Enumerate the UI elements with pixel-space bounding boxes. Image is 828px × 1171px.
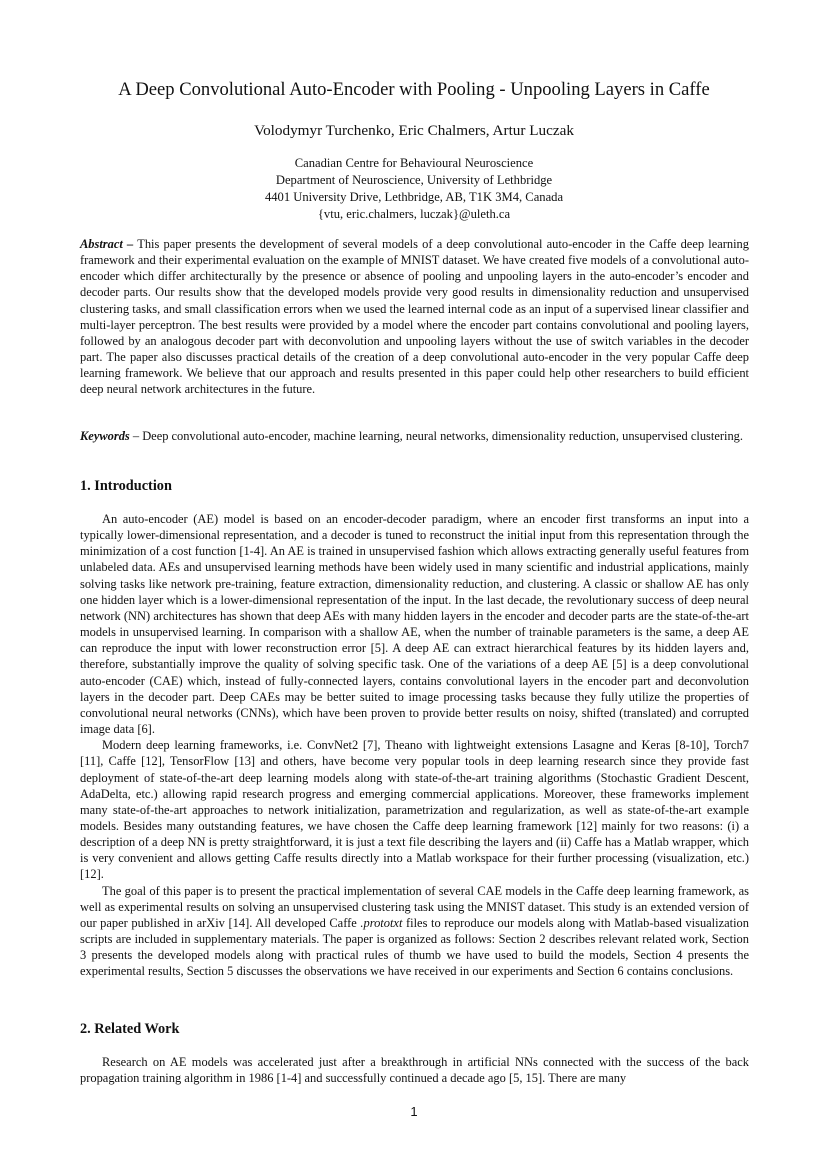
abstract-label: Abstract – (80, 237, 134, 251)
related-work-body (80, 1054, 749, 1086)
paragraph-text: The goal of this paper is to present the practical implementation of several CAE models in the Caffe deep learning framework, as well as experimental results on solving an unsupervised clustering task using the MNIST dataset. This study is an extended version of our paper published in arXiv [14]. All developed Caffe (80, 883, 749, 930)
paragraph: Research on AE models was accelerated just after a breakthrough in artificial NNs connected with the success of the back propagation training algorithm in 1986 [1-4] and successfully continued a decade ago [5, 15]. There are many (80, 1055, 749, 1086)
section-heading-introduction: 1. Introduction (80, 478, 172, 494)
author-emails: {vtu, eric.chalmers, luczak}@uleth.ca (317, 207, 511, 221)
abstract (80, 236, 749, 398)
affiliation-line: 4401 University Drive, Lethbridge, AB, T1K 3M4, Canada (264, 190, 564, 204)
keywords-label: Keywords (80, 429, 130, 443)
abstract-text: This paper presents the development of several models of a deep convolutional auto-encoder in the Caffe deep learning framework and their experimental evaluation on the example of MNIST dataset. We have created five models of a convolutional auto-encoder which differ architecturally by the presence or absence of pooling and unpooling layers in the auto-encoder’s encoder and decoder parts. Our results show that the developed models provide very good results in dimensionality reduction and unsupervised clustering tasks, and small classification errors when we used the learned internal code as an input of a supervised linear classifier and multi-layer perceptron. The best results were provided by a model where the encoder part contains convolutional and pooling layers, followed by an analogous decoder part with deconvolution and unpooling layers without the use of switch variables in the decoder part. The paper also discusses practical details of the creation of a deep convolutional auto-encoder in the very popular Caffe deep learning framework. We believe that our approach and results presented in this paper could help other researchers to build efficient deep neural network architectures in the future. (80, 237, 749, 397)
paragraph (80, 883, 749, 980)
paragraph-text: files to reproduce our models along with Matlab-based visualization scripts are included in supplementary materials. The paper is organized as follows: Section 2 describes relevant related work, Section 3 presents the developed models along with practical rules of thumb we have used to build the models, Section 4 presents the experimental results, Section 5 discusses the observations we have received in our experiments and Section 6 contains conclusions. (80, 915, 749, 979)
keywords-text: – Deep convolutional auto-encoder, machine learning, neural networks, dimensionality reduction, unsupervised clustering. (132, 429, 744, 443)
introduction-body (80, 511, 749, 980)
prototxt-term: .prototxt (360, 915, 403, 930)
affiliation-block (60, 155, 768, 223)
keywords (80, 428, 749, 444)
section-heading-related-work: 2. Related Work (80, 1021, 180, 1037)
affiliation-line: Canadian Centre for Behavioural Neuroscience (294, 156, 534, 170)
affiliation-line: Department of Neuroscience, University of Lethbridge (275, 173, 553, 187)
author-list: Volodymyr Turchenko, Eric Chalmers, Artur Luczak (254, 122, 574, 139)
page-number: 1 (410, 1104, 418, 1119)
paragraph: An auto-encoder (AE) model is based on an encoder-decoder paradigm, where an encoder first transforms an input into a typically lower-dimensional representation, and a decoder is tuned to reconstruct the initial input from this representation through the minimization of a cost function [1-4]. An AE is trained in unsupervised fashion which allows extracting generally useful features from unlabeled data. AEs and unsupervised learning methods have been widely used in many scientific and industrial applications, mainly solving tasks like network pre-training, feature extraction, dimensionality reduction, and clustering. A classic or shallow AE has only one hidden layer which is a lower-dimensional representation of the input. In the last decade, the revolutionary success of deep neural network (NN) architectures has shown that deep AEs with many hidden layers in the encoder and decoder parts are the state-of-the-art models in unsupervised learning. In comparison with a shallow AE, when the number of trainable parameters is the same, a deep AE can reproduce the input with lower reconstruction error [5]. A deep AE can extract hierarchical features by its hidden layers and, therefore, substantially improve the quality of solving specific task. One of the variations of a deep AE [5] is a deep convolutional auto-encoder (CAE) which, instead of fully-connected layers, contains convolutional layers in the encoder part and deconvolution layers in the decoder part. Deep CAEs may be better suited to image processing tasks because they fully utilize the properties of convolutional neural networks (CNNs), which have been proven to provide better results on noisy, shifted (translated) and corrupted image data [6]. (80, 512, 749, 737)
paper-title: A Deep Convolutional Auto-Encoder with Pooling - Unpooling Layers in Caffe (118, 79, 710, 100)
paragraph: Modern deep learning frameworks, i.e. ConvNet2 [7], Theano with lightweight extensions Lasagne and Keras [8-10], Torch7 [11], Caffe [12], TensorFlow [13] and others, have become very popular tools in deep learning research since they provide fast deployment of state-of-the-art deep learning models along with state-of-the-art training algorithms (Stochastic Gradient Descent, AdaDelta, etc.) allowing rapid research progress and emerging commercial applications. Moreover, these frameworks implement many state-of-the-art approaches to network initialization, parametrization and regularization, as well as state-of-the-art example models. Besides many outstanding features, we have chosen the Caffe deep learning framework [12] mainly for two reasons: (i) a description of a deep NN is pretty straightforward, it is just a text file describing the layers and (ii) Caffe has a Matlab wrapper, which is very convenient and allows getting Caffe results directly into a Matlab workspace for their further processing (visualization, etc.) [12]. (80, 738, 749, 882)
